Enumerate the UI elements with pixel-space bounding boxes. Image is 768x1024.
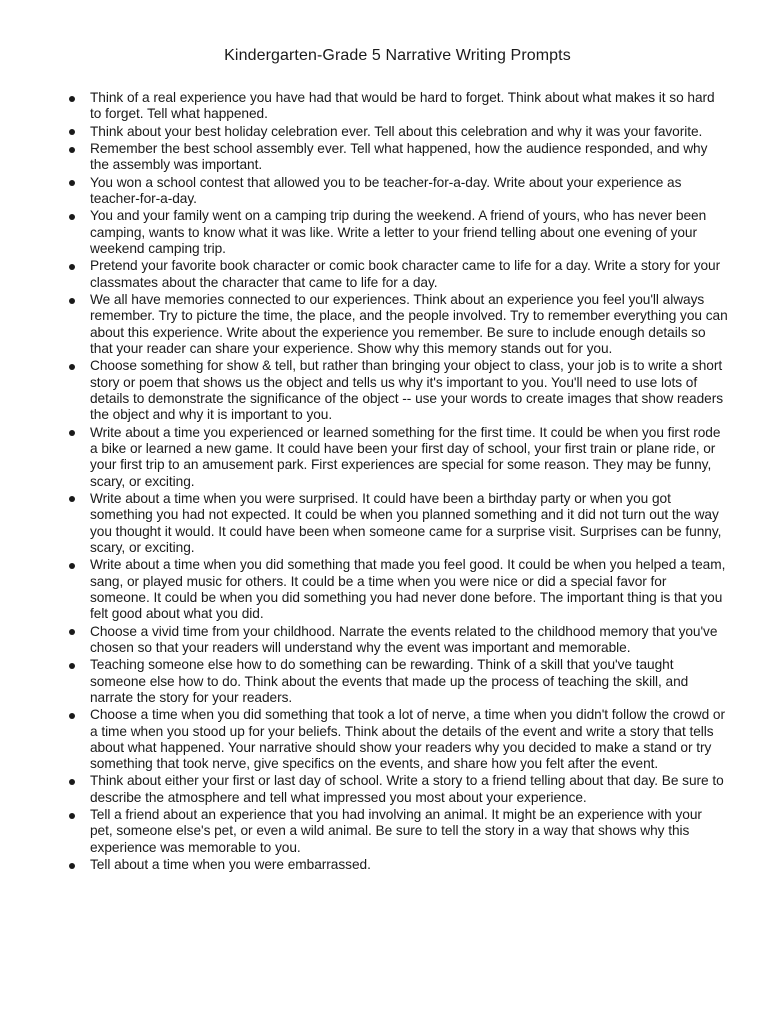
bullet-icon (69, 96, 75, 102)
bullet-icon (69, 298, 75, 304)
prompt-item (67, 557, 728, 622)
prompt-text: Choose something for show & tell, but rather than bringing your object to class, your job is to write a short story or poem that shows us the object and tells us why it's important to you. You'll need to use lots of details to demonstrate the significance of the object -- use your words to create images that show readers the object and why it is important to you. (90, 358, 724, 423)
bullet-icon (69, 364, 75, 370)
bullet-icon (69, 713, 75, 719)
bullet-icon (69, 863, 75, 869)
prompt-text: Think about your best holiday celebration ever. Tell about this celebration and why it was your favorite. (90, 123, 703, 139)
bullet-icon (69, 264, 75, 270)
prompt-text: Think about either your first or last day of school. Write a story to a friend telling about that day. Be sure to describe the atmosphere and tell what impressed you most about your experience. (90, 773, 724, 805)
bullet-icon (69, 563, 75, 569)
prompt-item (67, 358, 728, 423)
prompt-item (67, 208, 728, 257)
bullet-icon (69, 779, 75, 785)
prompt-item (67, 807, 728, 856)
bullet-icon (69, 813, 75, 819)
bullet-icon (69, 496, 75, 502)
prompt-text: Tell about a time when you were embarrassed. (90, 857, 371, 873)
prompt-text: You won a school contest that allowed you to be teacher-for-a-day. Write about your experience as teacher-for-a-day. (90, 174, 682, 207)
prompt-item (67, 124, 728, 140)
prompt-text: Choose a vivid time from your childhood. Narrate the events related to the childhood memory that you've chosen so that your readers will understand why the event was important and memorable. (90, 623, 718, 655)
bullet-icon (69, 663, 75, 669)
prompt-text: Remember the best school assembly ever. Tell what happened, how the audience responded, and why the assembly was important. (90, 141, 708, 173)
prompt-item (67, 707, 728, 772)
prompt-text: Think of a real experience you have had that would be hard to forget. Think about what makes it so hard to forget. Tell what happened. (90, 90, 715, 122)
prompt-item (67, 90, 728, 123)
bullet-icon (69, 430, 75, 436)
bullet-icon (69, 147, 75, 153)
bullet-icon (69, 629, 75, 635)
page-title: Kindergarten-Grade 5 Narrative Writing Prompts (224, 47, 571, 64)
bullet-icon (69, 180, 75, 186)
bullet-icon (69, 129, 75, 135)
prompt-text: Write about a time you experienced or learned something for the first time. It could be when you first rode a bike or learned a new game. It could have been your first day of school, your first train or plane ride, or your first trip to an amusement park. First experiences are special for some reason. They may be funny, scary, or exciting. (90, 424, 721, 489)
prompt-text: Pretend your favorite book character or comic book character came to life for a day. Write a story for your classmates about the character that came to life for a day. (90, 258, 721, 290)
prompt-text: Choose a time when you did something that took a lot of nerve, a time when you didn't follow the crowd or a time when you stood up for your beliefs. Think about the details of the event and write a story that tells about what happened. Your narrative should show your readers why you decided to make a stand or try something that took nerve, give specifics on the events, and share how you felt after the event. (90, 707, 725, 772)
prompt-item (67, 175, 728, 208)
prompt-item (67, 657, 728, 706)
prompt-item (67, 624, 728, 657)
prompt-text: Write about a time when you were surprised. It could have been a birthday party or when you got something you had not expected. It could be when you planned something and it did not turn out the way you thought it would. It could have been when someone came for a surprise visit. Surprises can be funny, scary, or exciting. (90, 490, 722, 555)
prompt-item (67, 773, 728, 806)
prompt-item (67, 425, 728, 490)
prompt-list (67, 90, 728, 873)
bullet-icon (69, 214, 75, 220)
prompt-text: Tell a friend about an experience that you had involving an animal. It might be an experience with your pet, someone else's pet, or even a wild animal. Be sure to tell the story in a way that shows why this experience was memorable to you. (90, 807, 702, 855)
prompt-item (67, 491, 728, 556)
prompt-item (67, 258, 728, 291)
prompt-item (67, 857, 728, 873)
prompt-text: Teaching someone else how to do something can be rewarding. Think of a skill that you've taught someone else how to do. Think about the events that made up the process of teaching the skill, and narrate the story for your readers. (90, 657, 689, 705)
prompt-text: You and your family went on a camping trip during the weekend. A friend of yours, who has never been camping, wants to know what it was like. Write a letter to your friend telling about one evening of your weekend camping trip. (90, 208, 707, 257)
prompt-text: Write about a time when you did something that made you feel good. It could be when you helped a team, sang, or played music for others. It could be a time when you were nice or did a special favor for someone. It could be when you did something you had never done before. The important thing is that you felt good about what you did. (90, 557, 726, 622)
prompt-item (67, 141, 728, 174)
prompt-item (67, 292, 728, 357)
prompt-text: We all have memories connected to our experiences. Think about an experience you feel you'll always remember. Try to picture the time, the place, and the people involved. Try to remember everything you can about this experience. Write about the experience you remember. Be sure to include enough details so that your reader can share your experience. Show why this memory stands out for you. (90, 292, 728, 357)
